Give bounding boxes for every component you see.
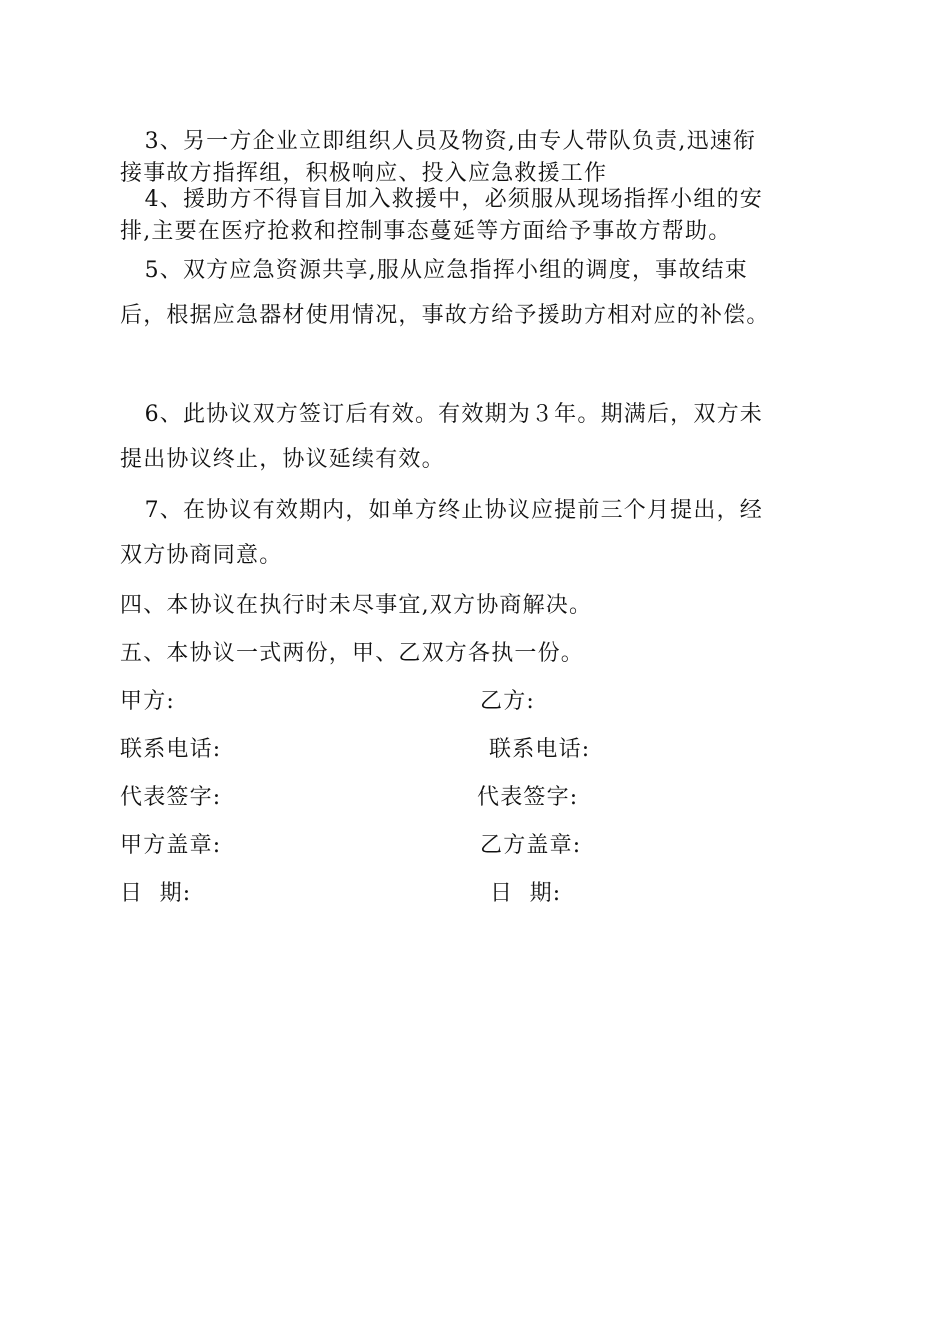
- party-b-date-label: 日 期:: [490, 881, 562, 906]
- clause-3-line-2: 接事故方指挥组，积极响应、投入应急救援工作: [120, 161, 608, 186]
- clause-6: [120, 392, 820, 482]
- clause-3-line-1: 3、另一方企业立即组织人员及物资,由专人带队负责,迅速衔: [120, 129, 757, 154]
- party-a-date-label: 日 期:: [120, 881, 192, 906]
- section-4: 四、本协议在执行时未尽事宜,双方协商解决。: [120, 593, 593, 618]
- clause-7-line-2: 双方协商同意。: [120, 543, 283, 568]
- party-b-representative-label: 代表签字:: [477, 785, 579, 810]
- party-b-seal-label: 乙方盖章:: [480, 833, 582, 858]
- clause-7-line-1: 7、在协议有效期内，如单方终止协议应提前三个月提出，经: [120, 498, 763, 523]
- party-b-phone-label: 联系电话:: [489, 737, 591, 762]
- clause-4-line-2: 排,主要在医疗抢救和控制事态蔓延等方面给予事故方帮助。: [120, 219, 732, 244]
- clause-6-line-2: 提出协议终止，协议延续有效。: [120, 447, 445, 472]
- clause-4: [120, 184, 820, 248]
- clause-5-line-2: 后，根据应急器材使用情况，事故方给予援助方相对应的补偿。: [120, 303, 770, 328]
- clause-5-line-1: 5、双方应急资源共享,服从应急指挥小组的调度，事故结束: [120, 258, 748, 283]
- clause-4-line-1: 4、援助方不得盲目加入救援中，必须服从现场指挥小组的安: [120, 187, 763, 212]
- clause-7: [120, 488, 820, 578]
- clause-3: [120, 126, 820, 190]
- section-5: 五、本协议一式两份，甲、乙双方各执一份。: [120, 641, 585, 666]
- party-b-label: 乙方:: [480, 689, 536, 714]
- clause-6-line-1: 6、此协议双方签订后有效。有效期为３年。期满后，双方未: [120, 402, 763, 427]
- party-a-representative-label: 代表签字:: [120, 785, 222, 810]
- clause-5: [120, 248, 820, 338]
- party-a-seal-label: 甲方盖章:: [120, 833, 222, 858]
- party-a-label: 甲方:: [120, 689, 176, 714]
- party-a-phone-label: 联系电话:: [120, 737, 222, 762]
